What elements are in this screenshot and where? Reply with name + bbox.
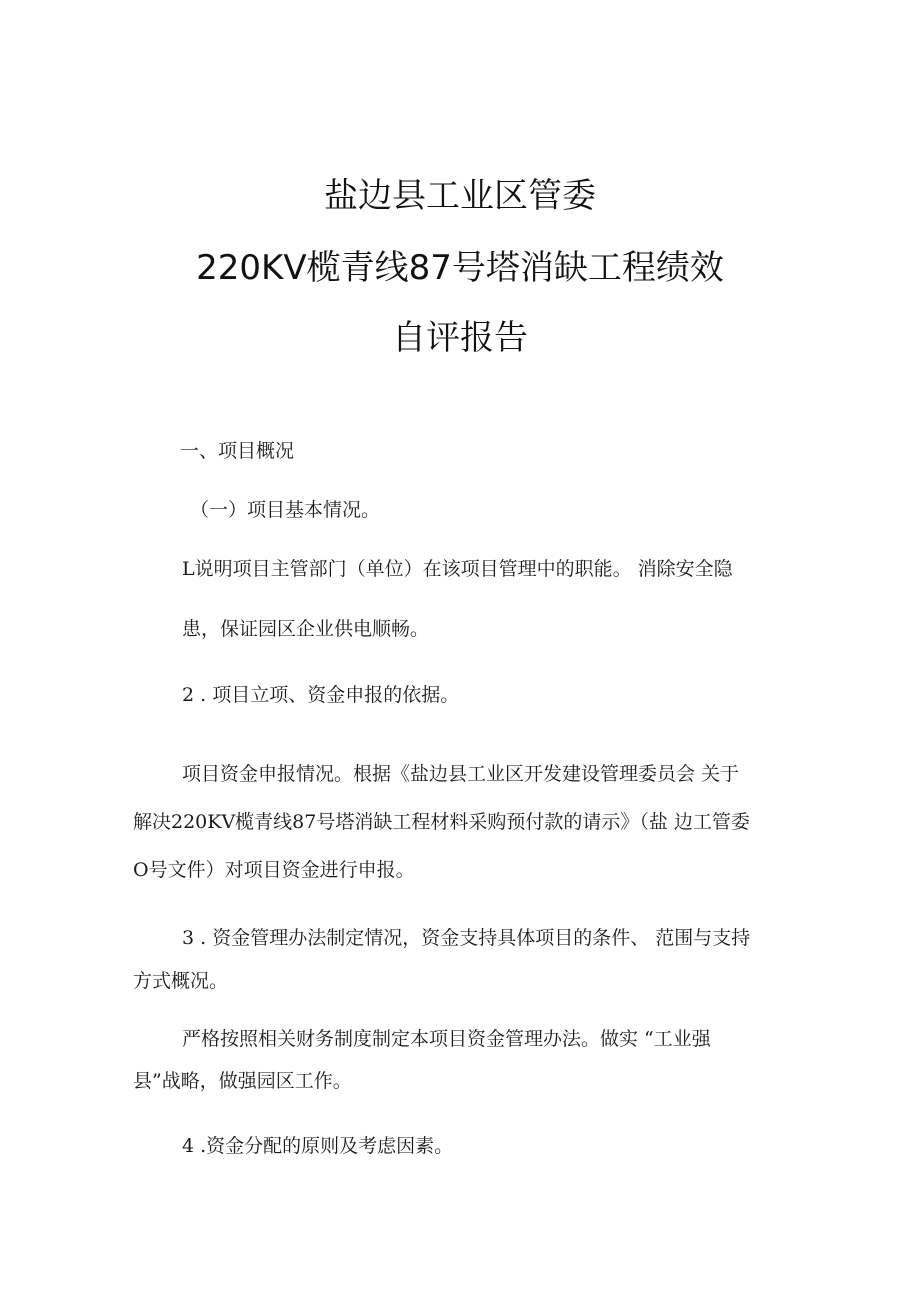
item-4-heading: 4 .资金分配的原则及考虑因素。 <box>182 1135 454 1157</box>
document-title-line-1: 盐边县工业区管委 <box>324 176 596 216</box>
paragraph-2-line-2: 解决220KV榄青线87号塔消缺工程材料采购预付款的请示》（盐 边工管委 <box>133 811 750 833</box>
paragraph-3-line-2: 县”战略，做强园区工作。 <box>133 1070 352 1092</box>
item-1-line-1: L说明项目主管部门（单位）在该项目管理中的职能。 消除安全隐 <box>182 558 733 580</box>
document-title-line-2: 220KV榄青线87号塔消缺工程绩效 <box>196 248 724 288</box>
section-heading-project-overview: 一、项目概况 <box>180 440 295 462</box>
item-3-line-1: 3 . 资金管理办法制定情况，资金支持具体项目的条件、 范围与支持 <box>182 927 751 949</box>
paragraph-2-line-3: O号文件）对项目资金进行申报。 <box>133 859 415 881</box>
document-title-line-3: 自评报告 <box>392 318 528 358</box>
paragraph-3-line-1: 严格按照相关财务制度制定本项目资金管理办法。做实 “工业强 <box>182 1028 711 1050</box>
subsection-heading-basic-info: （一）项目基本情况。 <box>190 499 381 521</box>
item-1-line-2: 患，保证园区企业供电顺畅。 <box>182 618 430 640</box>
item-3-line-2: 方式概况。 <box>133 970 229 992</box>
item-2-heading: 2 . 项目立项、资金申报的依据。 <box>182 684 460 706</box>
paragraph-2-line-1: 项目资金申报情况。根据《盐边县工业区开发建设管理委员会 关于 <box>182 763 740 785</box>
